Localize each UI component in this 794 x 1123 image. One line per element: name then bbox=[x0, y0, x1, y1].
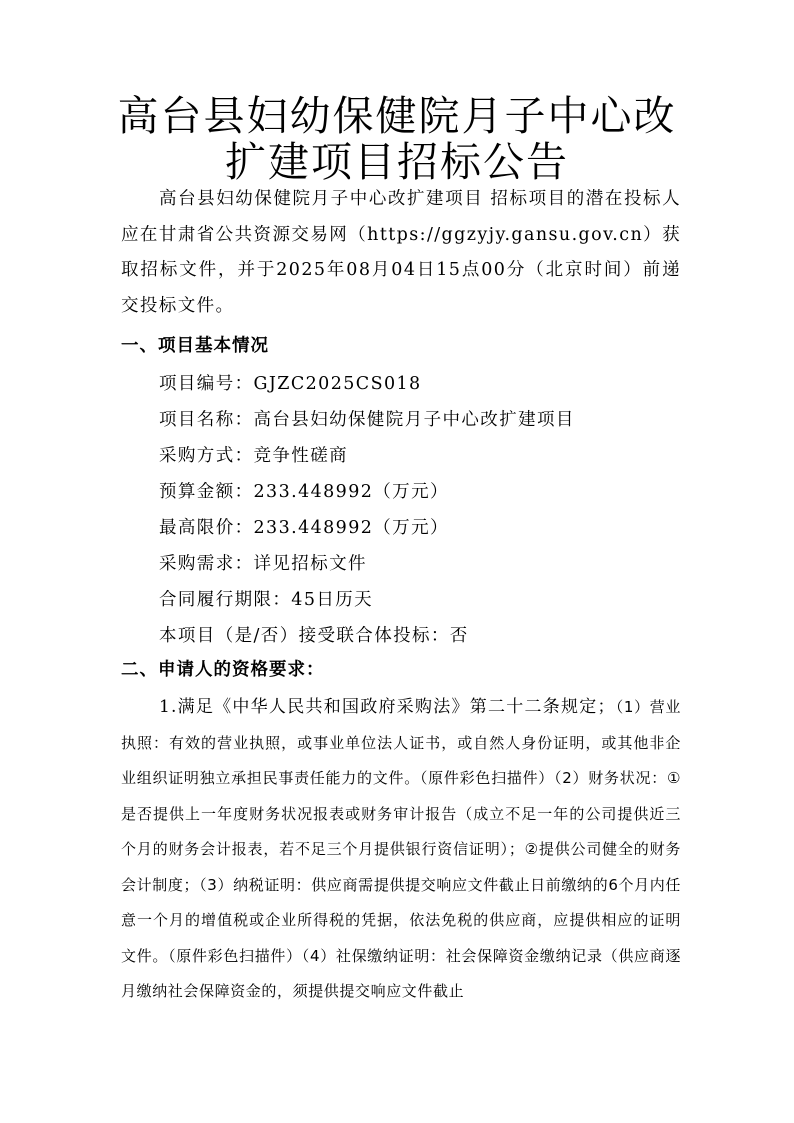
qualification-lead: 1.满足《中华人民共和国政府采购法》第二十二条规定； bbox=[159, 697, 616, 717]
section-2-heading: 二、申请人的资格要求： bbox=[121, 660, 325, 680]
document-title-line-2: 扩建项目招标公告 bbox=[225, 138, 569, 186]
consortium-bidding: 本项目（是/否）接受联合体投标：否 bbox=[159, 626, 469, 646]
procurement-method: 采购方式：竞争性磋商 bbox=[159, 446, 348, 466]
max-price: 最高限价：233.448992（万元） bbox=[159, 518, 449, 538]
section-1-heading: 一、项目基本情况 bbox=[121, 336, 269, 356]
qualification-requirements-paragraph bbox=[121, 690, 681, 1010]
qualification-body: （1）营业执照：有效的营业执照，或事业单位法人证书，或自然人身份证明，或其他非企业组织证明独立承担民事责任能力的文件。（原件彩色扫描件）（2）财务状况：①是否提供上一年度财务状况报表或财务审计报告（成立不足一年的公司提供近三个月的财务会计报表，若不足三个月提供银行资信证明）；②提供公司健全的财务会计制度；（3）纳税证明：供应商需提供提交响应文件截止日前缴纳的6个月内任意一个月的增值税或企业所得税的凭据，依法免税的供应商，应提供相应的证明文件。（原件彩色扫描件）（4）社保缴纳证明：社会保障资金缴纳记录（供应商逐月缴纳社会保障资金的，须提供提交响应文件截止 bbox=[121, 698, 681, 1000]
procurement-requirement: 采购需求：详见招标文件 bbox=[159, 554, 367, 574]
intro-paragraph: 高台县妇幼保健院月子中心改扩建项目 招标项目的潜在投标人应在甘肃省公共资源交易网（https://ggzyjy.gansu.gov.cn）获取招标文件，并于2025年08月04日15点00分（北京时间）前递交投标文件。 bbox=[121, 189, 681, 316]
project-name: 项目名称：高台县妇幼保健院月子中心改扩建项目 bbox=[159, 410, 575, 430]
document-title-line-1: 高台县妇幼保健院月子中心改 bbox=[117, 92, 677, 140]
contract-period: 合同履行期限：45日历天 bbox=[159, 590, 374, 610]
budget-amount: 预算金额：233.448992（万元） bbox=[159, 482, 449, 502]
project-number: 项目编号：GJZC2025CS018 bbox=[159, 374, 422, 394]
